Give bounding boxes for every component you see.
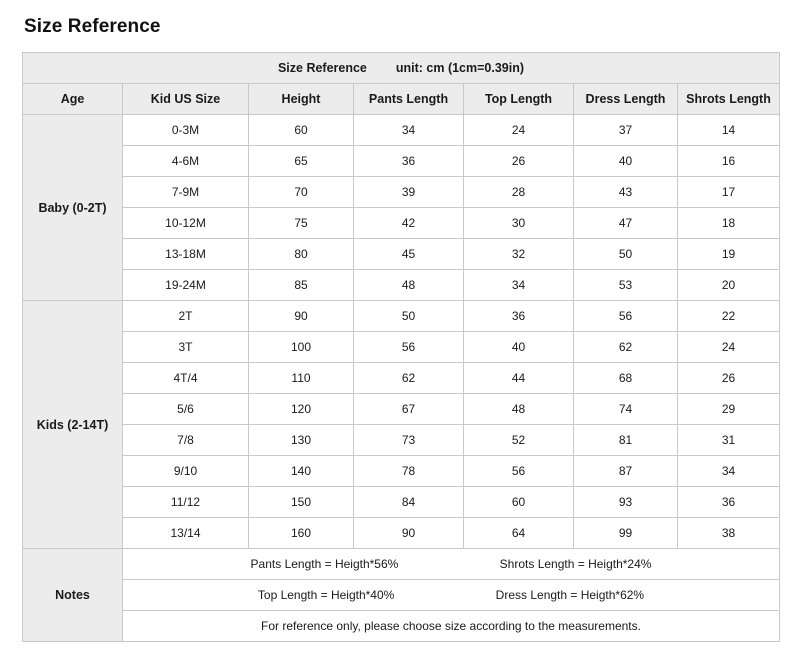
caption-unit-text: unit: cm (1cm=0.39in) bbox=[395, 61, 525, 75]
notes-row bbox=[23, 580, 780, 611]
caption-main-text: Size Reference bbox=[277, 61, 367, 75]
cell-shrots-length: 20 bbox=[678, 270, 780, 301]
cell-kid-us-size: 0-3M bbox=[123, 115, 249, 146]
cell-kid-us-size: 2T bbox=[123, 301, 249, 332]
cell-height: 70 bbox=[249, 177, 354, 208]
cell-kid-us-size: 11/12 bbox=[123, 487, 249, 518]
notes-top-formula: Top Length = Heigth*40% bbox=[257, 588, 395, 602]
cell-height: 140 bbox=[249, 456, 354, 487]
cell-shrots-length: 34 bbox=[678, 456, 780, 487]
cell-pants-length: 50 bbox=[354, 301, 464, 332]
notes-line-1 bbox=[123, 549, 780, 580]
cell-height: 80 bbox=[249, 239, 354, 270]
column-header-kid-us-size: Kid US Size bbox=[123, 84, 249, 115]
table-row bbox=[23, 239, 780, 270]
cell-top-length: 56 bbox=[464, 456, 574, 487]
cell-pants-length: 39 bbox=[354, 177, 464, 208]
cell-shrots-length: 31 bbox=[678, 425, 780, 456]
cell-dress-length: 37 bbox=[574, 115, 678, 146]
table-caption-row bbox=[23, 53, 780, 84]
cell-kid-us-size: 19-24M bbox=[123, 270, 249, 301]
cell-pants-length: 78 bbox=[354, 456, 464, 487]
table-row bbox=[23, 146, 780, 177]
cell-kid-us-size: 4T/4 bbox=[123, 363, 249, 394]
cell-shrots-length: 17 bbox=[678, 177, 780, 208]
cell-kid-us-size: 9/10 bbox=[123, 456, 249, 487]
table-row bbox=[23, 394, 780, 425]
cell-pants-length: 42 bbox=[354, 208, 464, 239]
table-row bbox=[23, 518, 780, 549]
size-reference-table bbox=[22, 52, 780, 642]
cell-shrots-length: 26 bbox=[678, 363, 780, 394]
cell-shrots-length: 29 bbox=[678, 394, 780, 425]
table-row bbox=[23, 456, 780, 487]
table-row bbox=[23, 208, 780, 239]
cell-dress-length: 40 bbox=[574, 146, 678, 177]
cell-kid-us-size: 5/6 bbox=[123, 394, 249, 425]
cell-top-length: 48 bbox=[464, 394, 574, 425]
cell-height: 75 bbox=[249, 208, 354, 239]
cell-dress-length: 53 bbox=[574, 270, 678, 301]
cell-shrots-length: 19 bbox=[678, 239, 780, 270]
cell-top-length: 26 bbox=[464, 146, 574, 177]
cell-dress-length: 62 bbox=[574, 332, 678, 363]
cell-pants-length: 34 bbox=[354, 115, 464, 146]
table-caption-cell bbox=[23, 53, 780, 84]
cell-height: 60 bbox=[249, 115, 354, 146]
column-header-top-length: Top Length bbox=[464, 84, 574, 115]
column-header-pants-length: Pants Length bbox=[354, 84, 464, 115]
cell-kid-us-size: 10-12M bbox=[123, 208, 249, 239]
cell-kid-us-size: 3T bbox=[123, 332, 249, 363]
cell-height: 120 bbox=[249, 394, 354, 425]
page-title: Size Reference bbox=[24, 16, 161, 37]
cell-dress-length: 56 bbox=[574, 301, 678, 332]
group-label-baby: Baby (0-2T) bbox=[23, 115, 123, 301]
cell-dress-length: 93 bbox=[574, 487, 678, 518]
notes-row bbox=[23, 549, 780, 580]
cell-top-length: 30 bbox=[464, 208, 574, 239]
cell-top-length: 60 bbox=[464, 487, 574, 518]
column-header-height: Height bbox=[249, 84, 354, 115]
notes-row bbox=[23, 611, 780, 642]
group-label-kids: Kids (2-14T) bbox=[23, 301, 123, 549]
cell-shrots-length: 38 bbox=[678, 518, 780, 549]
cell-dress-length: 47 bbox=[574, 208, 678, 239]
notes-shrots-formula: Shrots Length = Heigth*24% bbox=[499, 557, 652, 571]
cell-dress-length: 74 bbox=[574, 394, 678, 425]
cell-shrots-length: 22 bbox=[678, 301, 780, 332]
cell-shrots-length: 36 bbox=[678, 487, 780, 518]
cell-dress-length: 68 bbox=[574, 363, 678, 394]
cell-top-length: 64 bbox=[464, 518, 574, 549]
notes-label: Notes bbox=[23, 549, 123, 642]
cell-top-length: 36 bbox=[464, 301, 574, 332]
cell-dress-length: 81 bbox=[574, 425, 678, 456]
notes-pants-formula: Pants Length = Heigth*56% bbox=[250, 557, 399, 571]
cell-pants-length: 73 bbox=[354, 425, 464, 456]
cell-top-length: 44 bbox=[464, 363, 574, 394]
cell-top-length: 28 bbox=[464, 177, 574, 208]
cell-pants-length: 48 bbox=[354, 270, 464, 301]
table-body bbox=[23, 53, 780, 642]
column-header-shrots-length: Shrots Length bbox=[678, 84, 780, 115]
cell-shrots-length: 14 bbox=[678, 115, 780, 146]
table-row bbox=[23, 301, 780, 332]
cell-height: 160 bbox=[249, 518, 354, 549]
cell-pants-length: 36 bbox=[354, 146, 464, 177]
table-row bbox=[23, 177, 780, 208]
cell-shrots-length: 18 bbox=[678, 208, 780, 239]
cell-top-length: 52 bbox=[464, 425, 574, 456]
cell-dress-length: 87 bbox=[574, 456, 678, 487]
table-row bbox=[23, 332, 780, 363]
cell-pants-length: 67 bbox=[354, 394, 464, 425]
cell-pants-length: 62 bbox=[354, 363, 464, 394]
cell-height: 100 bbox=[249, 332, 354, 363]
cell-height: 130 bbox=[249, 425, 354, 456]
table-row bbox=[23, 487, 780, 518]
cell-height: 65 bbox=[249, 146, 354, 177]
cell-height: 110 bbox=[249, 363, 354, 394]
cell-top-length: 40 bbox=[464, 332, 574, 363]
notes-line-2 bbox=[123, 580, 780, 611]
table-row bbox=[23, 115, 780, 146]
cell-kid-us-size: 4-6M bbox=[123, 146, 249, 177]
column-header-age: Age bbox=[23, 84, 123, 115]
cell-shrots-length: 16 bbox=[678, 146, 780, 177]
column-header-dress-length: Dress Length bbox=[574, 84, 678, 115]
cell-kid-us-size: 13/14 bbox=[123, 518, 249, 549]
table-row bbox=[23, 363, 780, 394]
cell-dress-length: 99 bbox=[574, 518, 678, 549]
cell-dress-length: 43 bbox=[574, 177, 678, 208]
cell-height: 150 bbox=[249, 487, 354, 518]
cell-kid-us-size: 7-9M bbox=[123, 177, 249, 208]
cell-kid-us-size: 7/8 bbox=[123, 425, 249, 456]
cell-shrots-length: 24 bbox=[678, 332, 780, 363]
cell-dress-length: 50 bbox=[574, 239, 678, 270]
table-header-row bbox=[23, 84, 780, 115]
table-row bbox=[23, 425, 780, 456]
cell-pants-length: 84 bbox=[354, 487, 464, 518]
cell-top-length: 32 bbox=[464, 239, 574, 270]
table-row bbox=[23, 270, 780, 301]
cell-height: 90 bbox=[249, 301, 354, 332]
cell-pants-length: 56 bbox=[354, 332, 464, 363]
cell-kid-us-size: 13-18M bbox=[123, 239, 249, 270]
cell-top-length: 24 bbox=[464, 115, 574, 146]
cell-pants-length: 90 bbox=[354, 518, 464, 549]
cell-height: 85 bbox=[249, 270, 354, 301]
notes-line-3: For reference only, please choose size according to the measurements. bbox=[123, 611, 780, 642]
cell-top-length: 34 bbox=[464, 270, 574, 301]
notes-dress-formula: Dress Length = Heigth*62% bbox=[495, 588, 645, 602]
cell-pants-length: 45 bbox=[354, 239, 464, 270]
